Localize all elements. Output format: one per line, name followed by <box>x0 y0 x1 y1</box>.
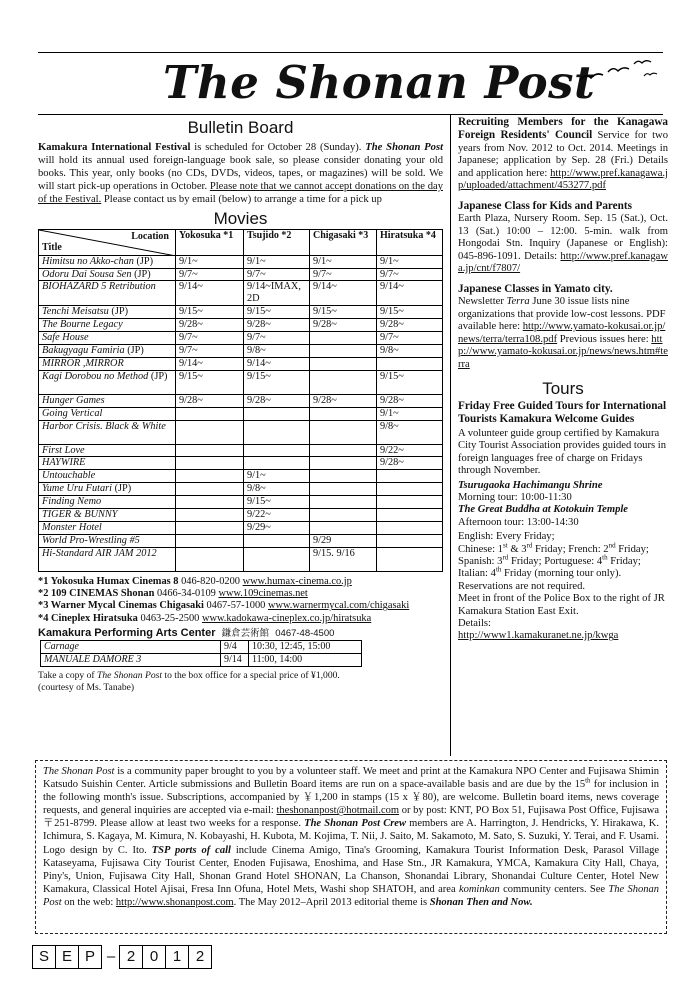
column-divider <box>450 114 451 756</box>
showing-date-cell <box>377 483 443 496</box>
cinema-name: *3 Warner Mycal Cinemas Chigasaki <box>38 600 204 612</box>
table-row <box>39 370 443 394</box>
bulletin-intro <box>38 142 443 207</box>
footer-text: . The May 2012–April 2013 editorial theme is <box>233 896 430 908</box>
col-chigasaki: Chigasaki *3 <box>310 229 377 255</box>
yamato-link-2[interactable]: http://www.yamato-kokusai.or.jp/news/news.htm#terra <box>458 333 668 370</box>
movie-origin: (JP) <box>148 370 168 382</box>
date-cell: P <box>78 945 102 969</box>
corner-title-label: Title <box>42 241 62 253</box>
tour-place-2: The Great Buddha at Kotokuin Temple <box>458 504 629 516</box>
left-column <box>38 116 443 694</box>
tour-place-1: Tsurugaoka Hachimangu Shrine <box>458 479 603 491</box>
col-yokosuka: Yokosuka *1 <box>176 229 244 255</box>
showing-date-cell <box>244 534 310 547</box>
movies-body <box>39 255 443 571</box>
showing-date-cell: 9/28~ <box>310 394 377 407</box>
table-row <box>39 470 443 483</box>
showing-date-cell: 9/8~ <box>377 420 443 444</box>
showing-date-cell <box>310 522 377 535</box>
corner-cell <box>39 229 176 255</box>
date-cell: E <box>55 945 79 969</box>
tour-time-2: Afternoon tour: 13:00-14:30 <box>458 516 579 528</box>
movie-title: Going Vertical <box>42 407 103 419</box>
showing-date-cell: 9/28~ <box>377 457 443 470</box>
movie-title-cell <box>39 496 176 509</box>
yamato-heading: Japanese Classes in Yamato city. <box>458 283 613 296</box>
cinema-4 <box>38 613 443 625</box>
kpac-show-times: 11:00, 14:00 <box>249 654 362 667</box>
showing-date-cell: 9/1~ <box>377 255 443 268</box>
issue-date <box>33 945 212 969</box>
showing-date-cell <box>310 496 377 509</box>
cinema-name: *1 Yokosuka Humax Cinemas 8 <box>38 575 179 587</box>
showing-date-cell <box>176 483 244 496</box>
seagulls-icon <box>578 56 658 101</box>
movie-title-cell <box>39 357 176 370</box>
terra-name: Terra <box>506 296 530 308</box>
table-row <box>39 522 443 535</box>
footer-text: or by post: KNT, PO Box 51, Fujisawa Post Office, Fujisawa 〒251-8799. Please allow at least two weeks for a response. <box>43 805 659 830</box>
showing-date-cell <box>176 420 244 444</box>
table-row <box>39 357 443 370</box>
lang-text: Friday; <box>615 543 649 555</box>
tour-meeting-point: Meet in front of the Police Box to the right of JR Kamakura Station East Exit. <box>458 593 665 617</box>
movie-title: First Love <box>42 444 85 456</box>
showing-date-cell <box>377 534 443 547</box>
kpac-show-title: MANUALE DAMORE 3 <box>41 654 221 667</box>
cinema-1 <box>38 576 443 588</box>
showing-date-cell <box>176 470 244 483</box>
date-cell: 2 <box>119 945 143 969</box>
table-row <box>39 319 443 332</box>
footer-info-box: The Shonan Post is a community paper brought to you by a volunteer staff. We meet and print at the Kamakura NPO Center and Fujisawa Shimin Katsudo Suishin Center. Article submissions and Bulletin Board items are run on a space-available basis and are due by the 15th for inclusion in the following month's issue. Subscriptions, accompanied by ￥1,200 in stamps (15 x ￥80), are welcome. Bulletin board items, news coverage requests, and general inquiries are accepted via e-mail: theshonanpost@hotmail.com or by post: KNT, PO Box 51, Fujisawa Post Office, Fujisawa 〒251-8799. Please allow at least two weeks for a response. The Shonan Post Crew members are A. Harrington, J. Hendricks, Y. Hirakawa, K. Ichimura, S. Kagaya, M. Kimura, N. Kobayashi, H. Kubota, M. Kojima, T. Nii, J. Saito, M. Sakamoto, M. Sato, S. Suzuki, Y. Terai, and F. Usami. Logo design by C. Ito. TSP ports of call include Cinema Amigo, Tina's Grooming, Kamakura Tourist Information Desk, Parasol Village Kataseyama, Fujisawa City Tourist Center, Enoden Fujisawa, Enoshima, and Hase Stn., JR Kamakura, YMCA, Kamakura City Hall, Chaya, Piny's, Union, Fujisawa City Hall, Shonan Grand Hotel SHONAN, La Chanson, Shonandai Library, Shonandai Culture Center, Hotel New Kamakura, Classical Hotel Ajisai, Fresa Inn Ofuna, Hotel Mets, Washi shop SHATOH, and area kominkan community centers. See The Shonan Post on the web: http://www.shonanpost.com. The May 2012–April 2013 editorial theme is Shonan Then and Now. <box>35 760 667 934</box>
cinema-2 <box>38 588 443 600</box>
tours-heading: Tours <box>542 378 584 398</box>
showing-date-cell <box>310 509 377 522</box>
movie-title-cell <box>39 407 176 420</box>
masthead-title: The Shonan Post <box>163 56 596 109</box>
showing-date-cell: 9/15~ <box>310 306 377 319</box>
showing-date-cell: 9/28~ <box>176 319 244 332</box>
movie-title: World Pro-Wrestling #5 <box>42 534 140 546</box>
tours-subhead: Friday Free Guided Tours for International Tourists Kamakura Welcome Guides <box>458 399 667 425</box>
lang-text: Friday; <box>607 555 641 567</box>
lang-text: Chinese: 1 <box>458 543 504 555</box>
footer-text: community centers. See <box>499 883 609 895</box>
showing-date-cell: 9/28~ <box>377 319 443 332</box>
donation-notice: Please note that we cannot accept donations on the day of the Festival. <box>38 180 443 205</box>
movie-title: Hi-Standard AIR JAM 2012 <box>42 547 157 559</box>
table-row <box>39 255 443 268</box>
showing-date-cell: 9/14~IMAX,2D <box>244 281 310 306</box>
showing-date-cell: 9/1~ <box>176 255 244 268</box>
intro-text-2: will hold its annual used foreign-language book sale, so please consider donating your old books. This year, only books (no CDs, DVDs, videos, tapes, or magazines) will be sold. We will start pick-up operations in October. <box>38 154 443 192</box>
movie-title-cell <box>39 509 176 522</box>
note-text-1: Take a copy of <box>38 670 97 682</box>
yamato-body-3: Previous issues here: <box>557 333 652 345</box>
footer-theme: Shonan Then and Now. <box>429 896 533 908</box>
note-paper: The Shonan Post <box>97 670 163 682</box>
movie-title: Tenchi Meisatsu <box>42 306 109 318</box>
showing-date-cell: 9/7~ <box>377 332 443 345</box>
footer-paper-name: The Shonan Post <box>43 766 115 777</box>
showing-date-cell <box>310 470 377 483</box>
col-tsujido: Tsujido *2 <box>244 229 310 255</box>
yamato-link-1[interactable]: http://www.yamato-kokusai.or.jp/news/terra/terra108.pdf <box>458 321 666 345</box>
date-cell: 2 <box>188 945 212 969</box>
movie-title-cell <box>39 281 176 306</box>
showing-date-cell <box>244 420 310 444</box>
movie-title-cell <box>39 255 176 268</box>
movie-title-cell <box>39 306 176 319</box>
movie-origin: (JP) <box>133 255 154 267</box>
showing-date-cell: 9/15. 9/16 <box>310 547 377 571</box>
yamato-paragraph <box>458 296 668 370</box>
showing-date-cell <box>176 534 244 547</box>
movie-title: Himitsu no Akko-chan <box>42 255 134 267</box>
tour-time-1: Morning tour: 10:00-11:30 <box>458 491 572 503</box>
showing-date-cell <box>377 522 443 535</box>
showing-date-cell <box>310 457 377 470</box>
movie-title: Safe House <box>42 332 89 344</box>
movies-table <box>38 229 443 572</box>
showing-date-cell <box>310 420 377 444</box>
showing-date-cell <box>176 407 244 420</box>
table-row <box>39 344 443 357</box>
movie-title-cell <box>39 522 176 535</box>
showing-date-cell <box>176 547 244 571</box>
recruit-link[interactable]: http://www.pref.kanagawa.jp/uploaded/attachment/453277.pdf <box>458 167 668 192</box>
footer-text: is a community paper brought to you by a volunteer staff. We meet and print at the Kamakura NPO Center and Fujisawa Shimin Katsudo Suishin Center. Article submissions and Bulletin Board items are run on a space-available basis and are due by the 15 <box>43 766 659 791</box>
date-dash: – <box>106 947 116 965</box>
cinema-3 <box>38 600 443 612</box>
kpac-note <box>38 670 443 694</box>
movie-title: Bakugyagu Famiria <box>42 344 125 356</box>
showing-date-cell: 9/15~ <box>244 496 310 509</box>
showing-date-cell: 9/29~ <box>244 522 310 535</box>
kpac-show-date: 9/14 <box>221 654 249 667</box>
intro-text-1: is scheduled for October 28 (Sunday). <box>190 142 366 153</box>
showing-date-cell <box>377 470 443 483</box>
showing-date-cell: 9/14~ <box>176 281 244 306</box>
showing-date-cell: 9/7~ <box>176 344 244 357</box>
movie-title-cell <box>39 483 176 496</box>
cinema-link[interactable]: www.kadokawa-cineplex.co.jp/hiratsuka <box>201 612 372 624</box>
cinema-list <box>38 576 443 625</box>
yamato-body-2: June 30 issue lists nine organizations that provide low-cost lessons. PDF available here: <box>458 296 666 333</box>
showing-date-cell: 9/7~ <box>244 332 310 345</box>
footer-kominkan: kominkan <box>458 883 500 895</box>
movie-title: HAYWIRE <box>42 457 86 469</box>
kpac-table <box>40 640 362 667</box>
movie-origin: (JP) <box>108 306 129 318</box>
showing-date-cell <box>310 332 377 345</box>
right-column <box>458 116 668 643</box>
movie-title-cell <box>39 344 176 357</box>
movie-title-cell <box>39 370 176 394</box>
tour-spanish-portuguese: Spanish: 3rd Friday; Portuguese: 4th Friday; <box>458 553 641 567</box>
movie-origin: (JP) <box>131 268 151 280</box>
lang-text: Friday; Portuguese: 4 <box>508 555 603 567</box>
table-row <box>39 268 443 281</box>
cinema-tel: 0466-34-0109 <box>154 588 219 600</box>
footer-text: for inclusion in the following month's issue. Subscriptions, accompanied by ￥1,200 in stamps (15 x ￥80), are welcome. Bulletin board items, news coverage requests, and general inquiries are accepted via e-mail: <box>43 779 659 817</box>
showing-date-cell: 9/7~ <box>176 332 244 345</box>
intro-text-3: Please contact us by email (below) to arrange a time for a pick up <box>101 193 382 205</box>
footer-ports-label: TSP ports of call <box>151 844 231 856</box>
yamato-body-1: Newsletter <box>458 296 507 308</box>
showing-date-cell: 9/15~ <box>377 306 443 319</box>
movie-title-cell <box>39 268 176 281</box>
table-row <box>39 534 443 547</box>
cinema-link[interactable]: www.humax-cinema.co.jp <box>242 575 352 587</box>
col-hiratsuka: Hiratsuka *4 <box>377 229 443 255</box>
movies-header-row <box>39 229 443 255</box>
table-row <box>41 641 362 654</box>
showing-date-cell <box>310 370 377 394</box>
footer-text: include Cinema Amigo, Tina's Grooming, Kamakura Tourist Information Desk, Parasol Village Kataseyama, Fujisawa City Tourist Center, Enoden Fujisawa, Enoshima, and Hase Stn., JR Kamakura, YMCA, Kamakura City Hall, Chaya, Piny's, Union, Fujisawa City Hall, Shonan Grand Hotel SHONAN, La Chanson, Shonandai Library, Shonandai Culture Center, Hotel New Kamakura, Classical Hotel Ajisai, Fresa Inn Ofuna, Hotel Mets, Washi shop SHATOH, and area <box>43 844 660 895</box>
movies-heading: Movies <box>213 208 268 228</box>
masthead <box>38 54 663 112</box>
showing-date-cell: 9/22~ <box>244 509 310 522</box>
showing-date-cell <box>377 509 443 522</box>
showing-date-cell <box>176 496 244 509</box>
movie-title-cell <box>39 534 176 547</box>
showing-date-cell <box>176 444 244 457</box>
cinema-link[interactable]: www.warnermycal.com/chigasaki <box>267 600 410 612</box>
jclass-link[interactable]: http://www.pref.kanagawa.jp/cnt/f7807/ <box>458 250 668 275</box>
showing-date-cell: 9/15~ <box>377 370 443 394</box>
bulletin-heading: Bulletin Board <box>187 118 294 137</box>
showing-date-cell: 9/14~ <box>176 357 244 370</box>
table-row <box>39 281 443 306</box>
showing-date-cell: 9/7~ <box>244 268 310 281</box>
jclass-paragraph <box>458 213 668 275</box>
showing-date-cell: 9/8~ <box>244 344 310 357</box>
showing-date-cell <box>377 357 443 370</box>
date-cell: S <box>32 945 56 969</box>
movie-title: Hunger Games <box>42 394 105 406</box>
movie-title-cell <box>39 470 176 483</box>
showing-date-cell <box>310 357 377 370</box>
movie-origin: (JP) <box>124 344 144 356</box>
jclass-heading: Japanese Class for Kids and Parents <box>458 200 632 213</box>
table-row <box>39 496 443 509</box>
lang-text: Friday; French: 2 <box>532 543 609 555</box>
footer-paper-name: The Shonan Post <box>43 883 659 908</box>
showing-date-cell <box>244 457 310 470</box>
lang-text: Italian: 4 <box>458 568 496 580</box>
table-row <box>39 444 443 457</box>
tour-link[interactable]: http://www1.kamakuranet.ne.jp/kwga <box>458 630 619 642</box>
showing-date-cell: 9/28~ <box>310 319 377 332</box>
showing-date-cell: 9/22~ <box>377 444 443 457</box>
tours-block <box>458 379 668 643</box>
kpac-show-date: 9/4 <box>221 641 249 654</box>
showing-date-cell <box>310 407 377 420</box>
movie-title: Kagi Dorobou no Method <box>42 370 149 382</box>
showing-date-cell <box>176 509 244 522</box>
showing-date-cell <box>244 547 310 571</box>
showing-date-cell: 9/8~ <box>377 344 443 357</box>
showing-date-cell: 9/1~ <box>244 255 310 268</box>
table-row <box>41 654 362 667</box>
showing-date-cell <box>377 496 443 509</box>
showing-date-cell: 9/7~ <box>377 268 443 281</box>
showing-date-cell <box>377 547 443 571</box>
footer-crew-label: The Shonan Post Crew <box>304 818 406 830</box>
lang-text: Spanish: 3 <box>458 555 503 567</box>
showing-date-cell <box>176 522 244 535</box>
paper-name: The Shonan Post <box>365 142 444 153</box>
movie-title: Untouchable <box>42 470 96 482</box>
showing-date-cell <box>310 483 377 496</box>
showing-date-cell <box>244 407 310 420</box>
kpac-title: Kamakura Performing Arts Center <box>38 627 216 640</box>
kpac-tel: 0467-48-4500 <box>275 628 335 640</box>
footer-text: members are A. Harrington, J. Hendricks, Y. Hirakawa, K. Ichimura, S. Kagaya, M. Kimura, N. Kobayashi, H. Kubota, M. Kojima, T. Nii, J. Saito, M. Sakamoto, M. Sato, S. Suzuki, Y. Terai, and F. Usami. Logo design by C. Ito. <box>43 818 659 856</box>
table-row <box>39 332 443 345</box>
showing-date-cell <box>176 457 244 470</box>
cinema-tel: 0463-25-2500 <box>137 612 202 624</box>
festival-name: Kamakura International Festival <box>38 142 191 153</box>
footer-web-link[interactable]: http://www.shonanpost.com <box>115 896 234 908</box>
cinema-link[interactable]: www.109cinemas.net <box>218 588 308 600</box>
showing-date-cell: 9/28~ <box>244 394 310 407</box>
cinema-name: *4 Cineplex Hiratsuka <box>38 612 138 624</box>
table-row <box>39 457 443 470</box>
movie-title: Finding Nemo <box>42 496 102 508</box>
movie-title-cell <box>39 444 176 457</box>
date-cell: 0 <box>142 945 166 969</box>
movie-origin: (JP) <box>112 483 132 495</box>
movie-title: Harbor Crisis. Black & White <box>42 420 166 432</box>
movie-title-cell <box>39 420 176 444</box>
lang-text: & 3 <box>507 543 527 555</box>
cinema-tel: 0467-57-1000 <box>203 600 268 612</box>
note-text-2: to the box office for a special price of ¥1,000. <box>162 670 340 682</box>
showing-date-cell: 9/1~ <box>310 255 377 268</box>
movie-title-cell <box>39 319 176 332</box>
tour-reservations: Reservations are not required. <box>458 580 586 592</box>
table-row <box>39 394 443 407</box>
table-row <box>39 483 443 496</box>
showing-date-cell: 9/14~ <box>310 281 377 306</box>
table-row <box>39 306 443 319</box>
showing-date-cell <box>310 344 377 357</box>
movie-title-cell <box>39 332 176 345</box>
showing-date-cell: 9/29 <box>310 534 377 547</box>
kpac-show-title: Carnage <box>41 641 221 654</box>
table-row <box>39 420 443 444</box>
movie-title: BIOHAZARD 5 Retribution <box>42 281 156 293</box>
movie-title: MIRROR ,MIRROR <box>42 357 124 369</box>
recruit-heading: Recruiting Members for the Kanagawa Foreign Residents' Council <box>458 116 668 142</box>
showing-date-cell: 9/28~ <box>176 394 244 407</box>
movie-title: Yume Uru Futari <box>42 483 112 495</box>
courtesy: (courtesy of Ms. Tanabe) <box>38 682 135 694</box>
lang-text: Friday (morning tour only). <box>501 568 622 580</box>
movie-title: The Bourne Legacy <box>42 319 123 331</box>
showing-date-cell: 9/28~ <box>244 319 310 332</box>
tour-english: English: Every Friday; <box>458 531 555 543</box>
table-row <box>39 547 443 571</box>
showing-date-cell: 9/15~ <box>244 370 310 394</box>
showing-date-cell: 9/15~ <box>176 370 244 394</box>
showing-date-cell: 9/14~ <box>377 281 443 306</box>
footer-email-link[interactable]: theshonanpost@hotmail.com <box>276 805 400 817</box>
kpac-show-times: 10:30, 12:45, 15:00 <box>249 641 362 654</box>
corner-location-label: Location <box>131 230 169 242</box>
masthead-rule-bottom <box>38 114 663 115</box>
recruit-body: Service for two years from Nov. 2012 to Oct. 2014. Meetings in Japanese; application by Sep. 28 (Fri.) Details and application here: <box>458 130 668 179</box>
movie-title: Odoru Dai Sousa Sen <box>42 268 132 280</box>
movie-title-cell <box>39 547 176 571</box>
movie-title: TIGER & BUNNY <box>42 509 118 521</box>
showing-date-cell <box>244 444 310 457</box>
jclass-body: Earth Plaza, Nursery Room. Sep. 15 (Sat.), Oct. 13 (Sat.) 10:00 – 12:00. 5-min. walk from Hongodai Stn. Inquiry (Japanese or English): 045-896-1091. Details: <box>458 213 668 262</box>
tours-body: A volunteer guide group certified by Kamakura City Tourist Association provides guided tours in foreign languages free of charge on Fridays through November. <box>458 427 666 477</box>
jclass-block <box>458 200 668 275</box>
yamato-block <box>458 283 668 370</box>
showing-date-cell: 9/28~ <box>377 394 443 407</box>
showing-date-cell <box>310 444 377 457</box>
tour-chinese-french: Chinese: 1st & 3rd Friday; French: 2nd Friday; <box>458 541 649 555</box>
showing-date-cell: 9/15~ <box>176 306 244 319</box>
cinema-tel: 046-820-0200 <box>178 575 243 587</box>
showing-date-cell: 9/7~ <box>310 268 377 281</box>
movie-title: Monster Hotel <box>42 522 102 534</box>
showing-date-cell: 9/15~ <box>244 306 310 319</box>
table-row <box>39 509 443 522</box>
footer-text: on the web: <box>61 896 116 908</box>
movie-title-cell <box>39 457 176 470</box>
showing-date-cell: 9/1~ <box>244 470 310 483</box>
recruit-paragraph <box>458 116 668 192</box>
showing-date-cell: 9/7~ <box>176 268 244 281</box>
kpac-jp-name: 鎌倉芸術館 <box>221 628 270 640</box>
tour-italian: Italian: 4th Friday (morning tour only). <box>458 565 622 580</box>
table-row <box>39 407 443 420</box>
masthead-rule-top <box>38 52 663 53</box>
tour-details-label: Details: <box>458 618 491 629</box>
showing-date-cell: 9/1~ <box>377 407 443 420</box>
date-cell: 1 <box>165 945 189 969</box>
showing-date-cell: 9/8~ <box>244 483 310 496</box>
kpac-heading <box>38 627 443 640</box>
cinema-name: *2 109 CINEMAS Shonan <box>38 588 155 600</box>
showing-date-cell: 9/14~ <box>244 357 310 370</box>
recruit-block <box>458 116 668 192</box>
movie-title-cell <box>39 394 176 407</box>
